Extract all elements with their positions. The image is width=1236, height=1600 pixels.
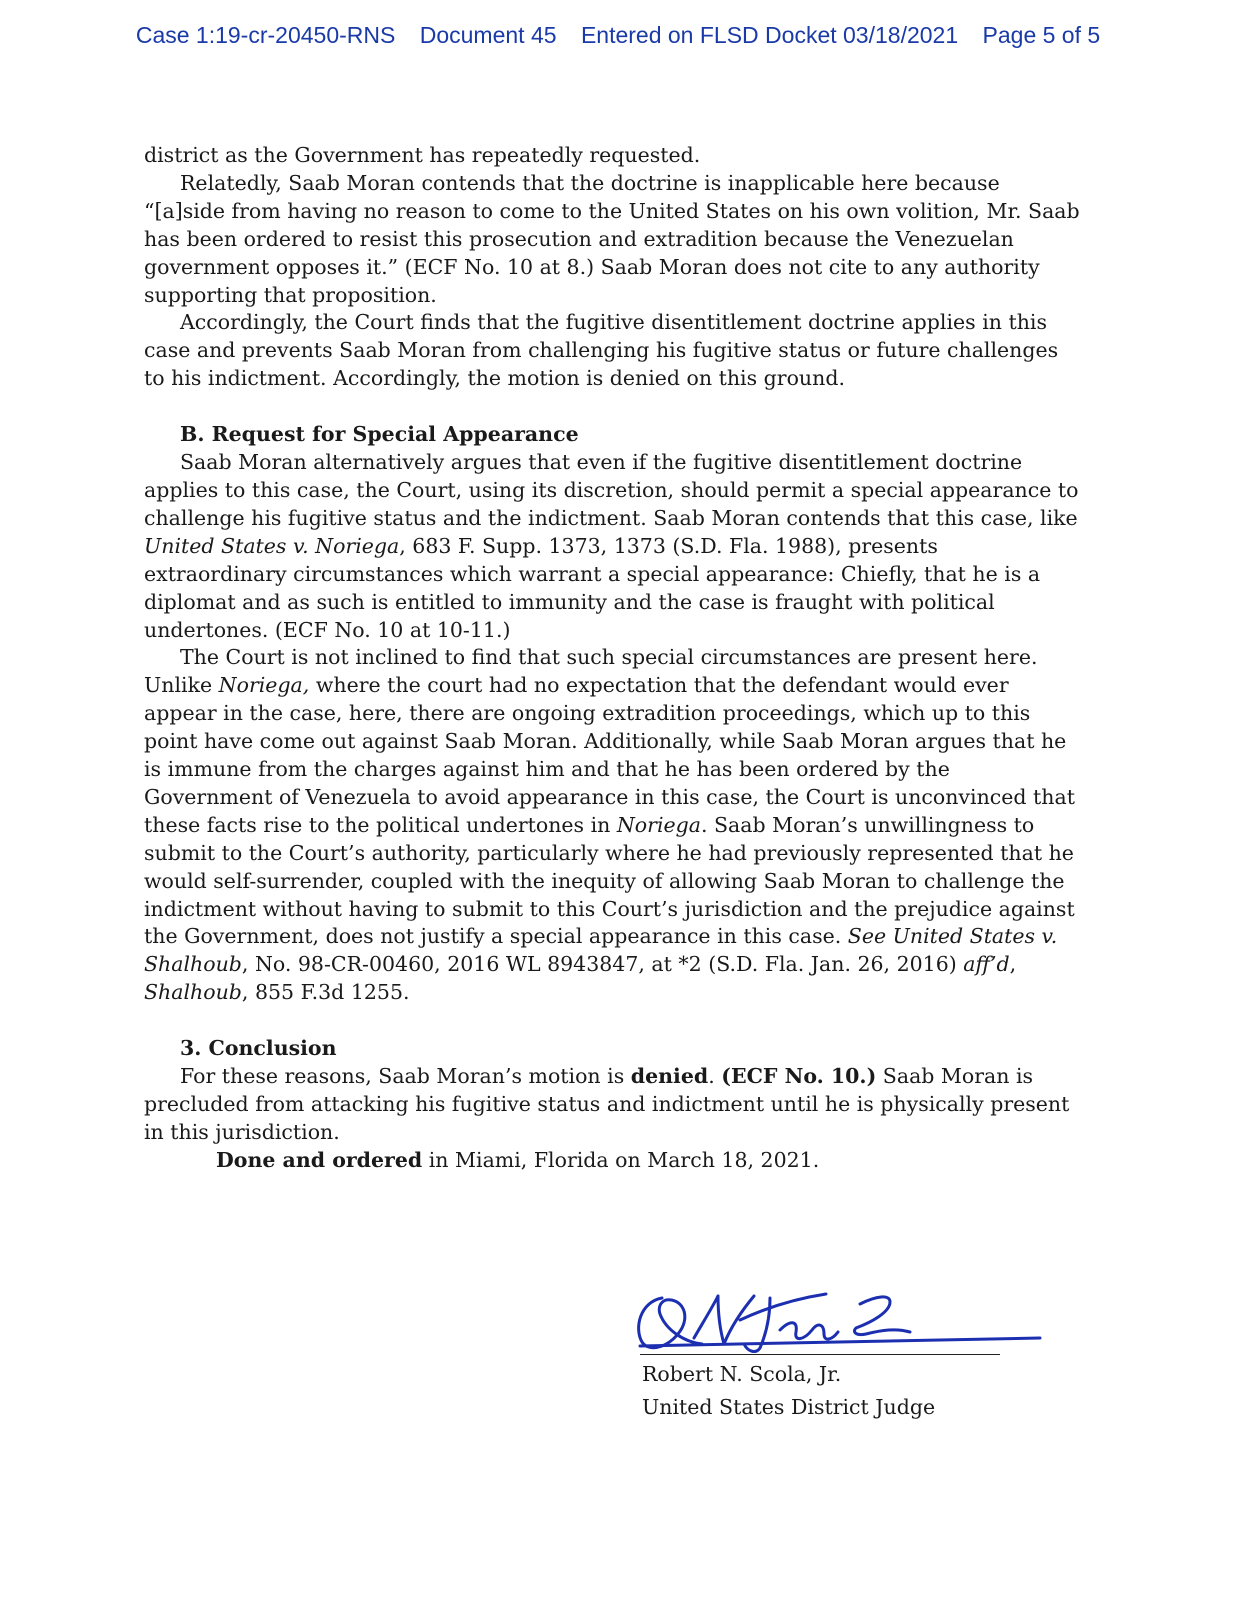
paragraph: district as the Government has repeatedly requested. [144, 143, 701, 167]
signatory [642, 1358, 935, 1424]
case-citation: Shalhoub [144, 980, 242, 1005]
text-run: , 683 F. Supp. 1373, 1373 (S.D. Fla. 1988), presents extraordinary circumstances which warrant a special appearance: Chiefly, that he is a diplomat and as such is entitled to immunity and the case is fraught with political undertones. (ECF No. 10 at 10-11.) [144, 533, 1041, 642]
handwritten-signature [620, 1280, 1050, 1370]
text-run: in Miami, Florida on March 18, 2021. [422, 1147, 820, 1172]
case-number: Case 1:19-cr-20450-RNS [135, 22, 396, 48]
case-citation: Noriega, [218, 673, 310, 698]
paragraph: Relatedly, Saab Moran contends that the doctrine is inapplicable here because “[a]side from having no reason to come to the United States on his own volition, Mr. Saab has been ordered to resist this prosecution and extradition because the Venezuelan government opposes it.” (ECF No. 10 at 8.) Saab Moran does not cite to any authority supporting that proposition. [144, 170, 1080, 307]
bold-text: denied [630, 1064, 709, 1089]
text-run: , [1009, 952, 1017, 977]
section-heading: B. Request for Special Appearance [180, 422, 579, 447]
paragraph [144, 644, 1084, 1007]
case-citation: See United States v. Shalhoub [144, 924, 1058, 977]
docket-header [0, 22, 1236, 49]
document-body [144, 142, 1084, 1175]
paragraph [144, 1147, 1084, 1175]
case-citation: aff’d [963, 952, 1010, 977]
case-citation: Noriega [616, 812, 701, 837]
judge-title: United States District Judge [642, 1395, 936, 1419]
text-run: . Saab Moran’s unwillingness to submit to the Court’s authority, particularly where he had previously represented that he would self-surrender, coupled with the inequity of allowing Saab Moran to challenge the indictment without having to submit to this Court’s jurisdiction and the prejudice against the Government, does not justify a special appearance in this case. [144, 812, 1075, 949]
text-run: , 855 F.3d 1255. [241, 980, 410, 1005]
docket-entry: Entered on FLSD Docket 03/18/2021 [580, 22, 959, 48]
text-run: , No. 98-CR-00460, 2016 WL 8943847, at *2 (S.D. Fla. Jan. 26, 2016) [241, 952, 964, 977]
text-run: The Court is not inclined to find that such special circumstances are present here. Unlike [144, 645, 1038, 698]
paragraph [144, 1063, 1084, 1147]
paragraph: Accordingly, the Court finds that the fugitive disentitlement doctrine applies in this case and prevents Saab Moran from challenging his fugitive status or future challenges to his indictment. Accordingly, the motion is denied on this ground. [144, 310, 1059, 391]
paragraph [144, 449, 1084, 644]
case-citation: United States v. Noriega [144, 533, 400, 558]
text-run: Saab Moran is precluded from attacking his fugitive status and indictment until he is physically present in this jurisdiction. [144, 1064, 1070, 1144]
signature-block [620, 1280, 1100, 1440]
bold-text: (ECF No. 10.) [721, 1064, 877, 1089]
text-run: Saab Moran alternatively argues that even if the fugitive disentitlement doctrine applies to this case, the Court, using its discretion, should permit a special appearance to challenge his fugitive status and the indictment. Saab Moran contends that this case, like [144, 450, 1079, 530]
section-heading: 3. Conclusion [180, 1036, 337, 1061]
text-run: For these reasons, Saab Moran’s motion is [180, 1064, 631, 1089]
page-number: Page 5 of 5 [982, 22, 1101, 48]
bold-text: Done and ordered [216, 1147, 423, 1172]
text-run: where the court had no expectation that the defendant would ever appear in the case, here, there are ongoing extradition proceedings, which up to this point have come out against Saab Moran. Additionally, while Saab Moran argues that he is immune from the charges against him and that he has been ordered by the Government of Venezuela to avoid appearance in this case, the Court is unconvinced that these facts rise to the political undertones in [144, 673, 1075, 837]
judge-name: Robert N. Scola, Jr. [642, 1362, 842, 1386]
document-number: Document 45 [419, 22, 557, 48]
signature-line [640, 1354, 1000, 1355]
text-run: . [708, 1064, 722, 1089]
